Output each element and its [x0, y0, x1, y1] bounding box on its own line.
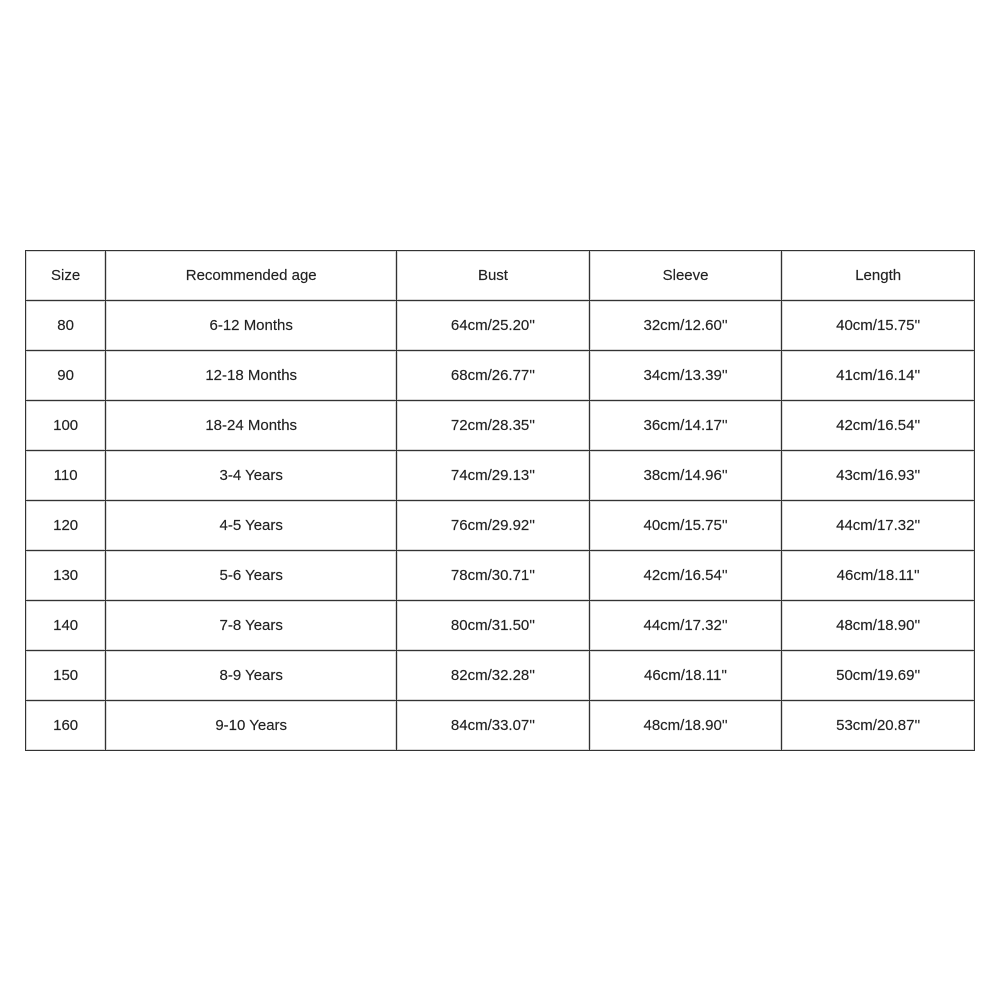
table-row: [26, 351, 975, 401]
size-cell: 120: [26, 501, 106, 551]
length-cell: 44cm/17.32'': [782, 501, 975, 551]
table-row: [26, 701, 975, 751]
length-cell: 48cm/18.90'': [782, 601, 975, 651]
table-row: [26, 301, 975, 351]
header-row: [26, 251, 975, 301]
length-cell: 42cm/16.54'': [782, 401, 975, 451]
age-cell: 3-4 Years: [106, 451, 397, 501]
size-cell: 80: [26, 301, 106, 351]
age-cell: 12-18 Months: [106, 351, 397, 401]
bust-cell: 84cm/33.07'': [397, 701, 590, 751]
header-recommended-age: Recommended age: [106, 251, 397, 301]
length-cell: 40cm/15.75'': [782, 301, 975, 351]
size-chart-table: [25, 250, 975, 751]
bust-cell: 74cm/29.13'': [397, 451, 590, 501]
size-cell: 160: [26, 701, 106, 751]
size-cell: 140: [26, 601, 106, 651]
header-size: Size: [26, 251, 106, 301]
age-cell: 5-6 Years: [106, 551, 397, 601]
sleeve-cell: 38cm/14.96'': [589, 451, 782, 501]
sleeve-cell: 34cm/13.39'': [589, 351, 782, 401]
sleeve-cell: 48cm/18.90'': [589, 701, 782, 751]
table-header: [26, 251, 975, 301]
sleeve-cell: 32cm/12.60'': [589, 301, 782, 351]
bust-cell: 80cm/31.50'': [397, 601, 590, 651]
bust-cell: 82cm/32.28'': [397, 651, 590, 701]
header-bust: Bust: [397, 251, 590, 301]
size-cell: 110: [26, 451, 106, 501]
bust-cell: 78cm/30.71'': [397, 551, 590, 601]
bust-cell: 72cm/28.35'': [397, 401, 590, 451]
sleeve-cell: 36cm/14.17'': [589, 401, 782, 451]
size-cell: 150: [26, 651, 106, 701]
table-row: [26, 451, 975, 501]
length-cell: 43cm/16.93'': [782, 451, 975, 501]
header-sleeve: Sleeve: [589, 251, 782, 301]
header-length: Length: [782, 251, 975, 301]
bust-cell: 68cm/26.77'': [397, 351, 590, 401]
length-cell: 41cm/16.14'': [782, 351, 975, 401]
table-row: [26, 651, 975, 701]
sleeve-cell: 42cm/16.54'': [589, 551, 782, 601]
table-row: [26, 401, 975, 451]
sleeve-cell: 46cm/18.11'': [589, 651, 782, 701]
bust-cell: 76cm/29.92'': [397, 501, 590, 551]
age-cell: 8-9 Years: [106, 651, 397, 701]
length-cell: 53cm/20.87'': [782, 701, 975, 751]
age-cell: 4-5 Years: [106, 501, 397, 551]
sleeve-cell: 40cm/15.75'': [589, 501, 782, 551]
age-cell: 7-8 Years: [106, 601, 397, 651]
table-row: [26, 551, 975, 601]
length-cell: 46cm/18.11'': [782, 551, 975, 601]
sleeve-cell: 44cm/17.32'': [589, 601, 782, 651]
bust-cell: 64cm/25.20'': [397, 301, 590, 351]
age-cell: 6-12 Months: [106, 301, 397, 351]
table-body: [26, 301, 975, 751]
size-cell: 90: [26, 351, 106, 401]
table-row: [26, 601, 975, 651]
length-cell: 50cm/19.69'': [782, 651, 975, 701]
age-cell: 18-24 Months: [106, 401, 397, 451]
size-cell: 130: [26, 551, 106, 601]
size-cell: 100: [26, 401, 106, 451]
age-cell: 9-10 Years: [106, 701, 397, 751]
table-row: [26, 501, 975, 551]
